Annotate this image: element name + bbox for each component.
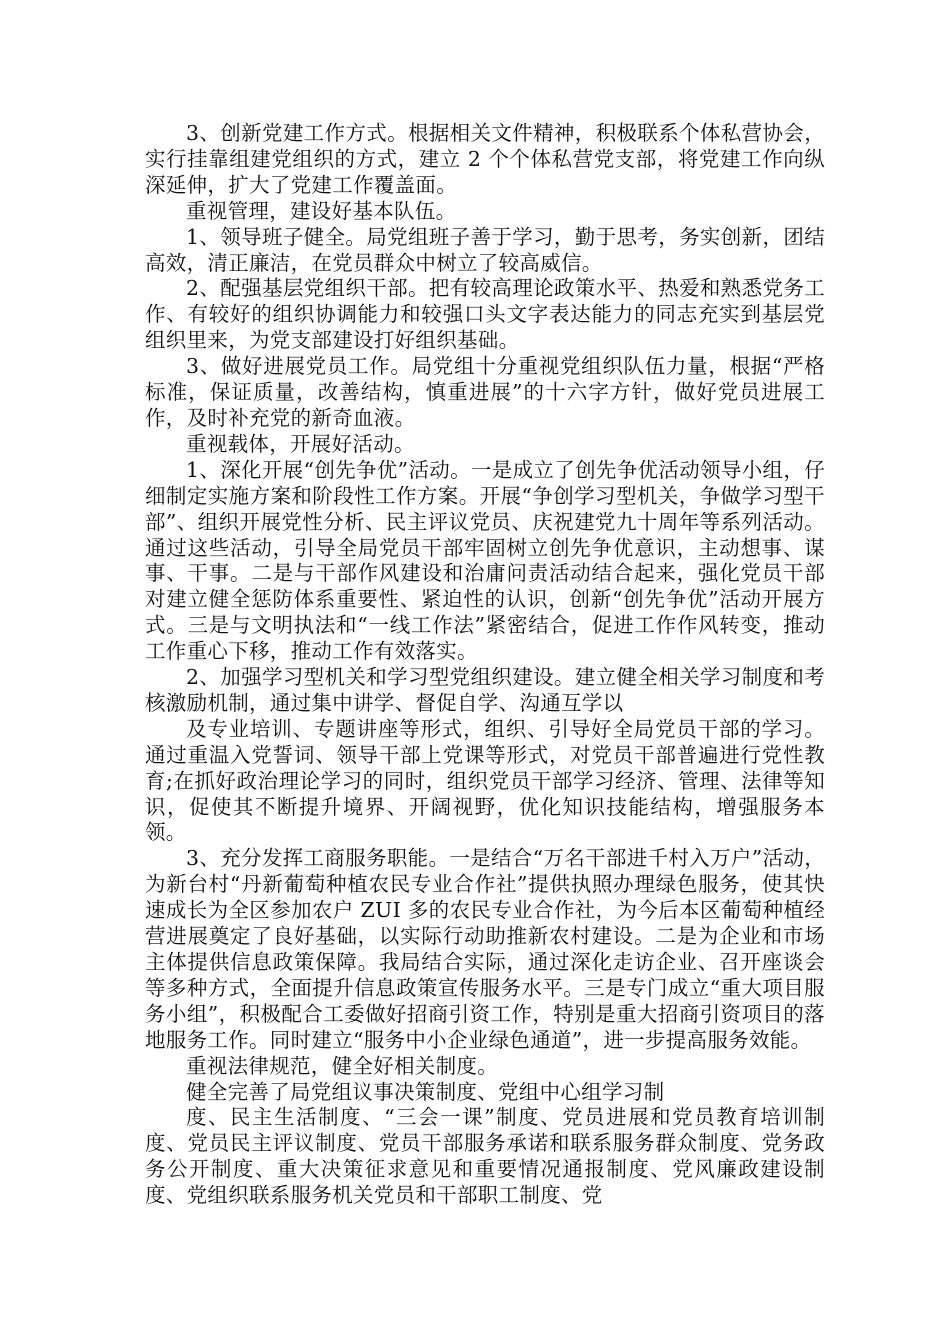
paragraph: 2、加强学习型机关和学习型党组织建设。建立健全相关学习制度和考核激励机制，通过集中讲学、督促自学、沟通互学以 [145, 665, 825, 715]
paragraph: 3、充分发挥工商服务职能。一是结合“万名干部进千村入万户”活动，为新台村“丹新葡萄种植农民专业合作社”提供执照办理绿色服务，使其快速成长为全区参加农户 ZUI 多的农民专业合作社，为今后本区葡萄种植经营进展奠定了良好基础，以实际行动助推新农村建设。二是为企业和市场主体提供信息政策保障。我局结合实际，通过深化走访企业、召开座谈会等多种方式，全面提升信息政策宣传服务水平。三是专门成立“重大项目服务小组”，积极配合工委做好招商引资工作，特别是重大招商引资项目的落地服务工作。同时建立“服务中小企业绿色通道”，进一步提高服务效能。 [145, 846, 825, 1052]
paragraph-continuation: 及专业培训、专题讲座等形式，组织、引导好全局党员干部的学习。通过重温入党誓词、领导干部上党课等形式，对党员干部普遍进行党性教育;在抓好政治理论学习的同时，组织党员干部学习经济、管理、法律等知识，促使其不断提升境界、开阔视野，优化知识技能结构，增强服务本领。 [145, 716, 825, 845]
paragraph: 1、领导班子健全。局党组班子善于学习，勤于思考，务实创新，团结高效，清正廉洁，在党员群众中树立了较高威信。 [145, 224, 825, 275]
section-heading: 重视载体，开展好活动。 [186, 431, 415, 456]
document-body [145, 121, 825, 1209]
section-heading: 重视法律规范，健全好相关制度。 [186, 1053, 498, 1078]
paragraph-continuation: 度、民主生活制度、“三会一课”制度、党员进展和党员教育培训制度、党员民主评议制度、党员干部服务承诺和联系服务群众制度、党务政务公开制度、重大决策征求意见和重要情况通报制度、党风廉政建设制度、党组织联系服务机关党员和干部职工制度、党 [145, 1105, 825, 1208]
section-heading: 重视管理，建设好基本队伍。 [186, 198, 457, 223]
paragraph: 健全完善了局党组议事决策制度、党组中心组学习制 [186, 1079, 665, 1104]
paragraph: 3、创新党建工作方式。根据相关文件精神，积极联系个体私营协会，实行挂靠组建党组织的方式，建立 2 个个体私营党支部，将党建工作向纵深延伸，扩大了党建工作覆盖面。 [145, 121, 825, 197]
paragraph: 2、配强基层党组织干部。把有较高理论政策水平、热爱和熟悉党务工作、有较好的组织协调能力和较强口头文字表达能力的同志充实到基层党组织里来，为党支部建设打好组织基础。 [145, 276, 825, 353]
paragraph: 1、深化开展“创先争优”活动。一是成立了创先争优活动领导小组，仔细制定实施方案和阶段性工作方案。开展“争创学习型机关，争做学习型干部”、组织开展党性分析、民主评议党员、庆祝建党九十周年等系列活动。通过这些活动，引导全局党员干部牢固树立创先争优意识，主动想事、谋事、干事。二是与干部作风建设和治庸问责活动结合起来，强化党员干部对建立健全惩防体系重要性、紧迫性的认识，创新“创先争优”活动开展方式。三是与文明执法和“一线工作法”紧密结合，促进工作作风转变，推动工作重心下移，推动工作有效落实。 [145, 457, 825, 664]
paragraph: 3、做好进展党员工作。局党组十分重视党组织队伍力量，根据“严格标准，保证质量，改善结构，慎重进展”的十六字方针，做好党员进展工作，及时补充党的新奇血液。 [145, 354, 825, 430]
